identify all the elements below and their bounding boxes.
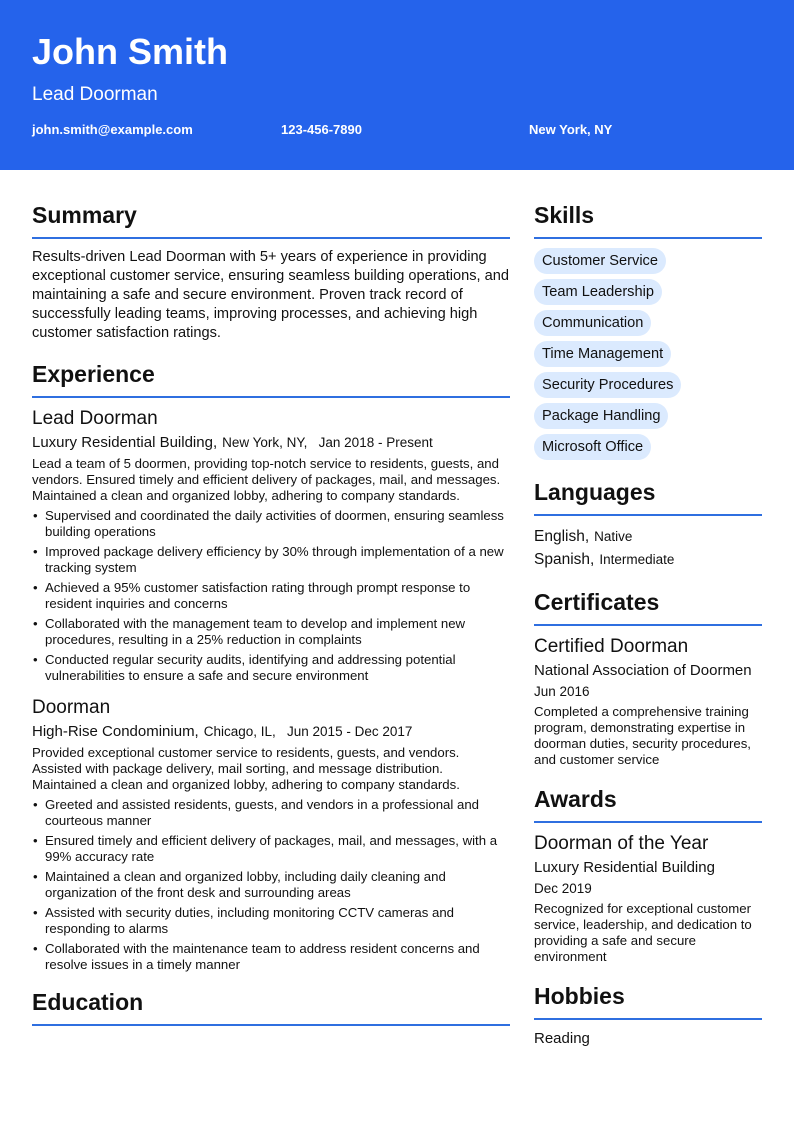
side-column [534, 200, 762, 1049]
job-location-dates: New York, NY, Jan 2018 - Present [222, 435, 433, 450]
achievement-text: Ensured timely and efficient delivery of packages, mail, and messages, with a 99% accuracy rate [45, 833, 498, 864]
languages-section [534, 477, 762, 571]
bullet-icon: • [33, 508, 38, 523]
education-section [32, 987, 510, 1026]
job-achievements [32, 797, 510, 973]
achievement-text: Greeted and assisted residents, guests, and vendors in a professional and courteous manner [45, 797, 479, 828]
certificates-section [534, 587, 762, 768]
certificates-heading: Certificates [534, 587, 762, 626]
skills-list [534, 248, 762, 465]
job-description: Provided exceptional customer service to residents, guests, and vendors. Assisted with package delivery, mail sorting, and message distribution. Maintained a clean and organized lobby, adhering to company standards. [32, 745, 460, 792]
certificate-description: Completed a comprehensive training program, demonstrating expertise in doorman duties, security procedures, and customer service [534, 704, 751, 767]
achievement-text: Collaborated with the maintenance team to address resident concerns and resolve issues in a timely manner [45, 941, 480, 972]
bullet-icon: • [33, 652, 38, 667]
candidate-name: John Smith [32, 31, 228, 72]
certificate-issuer: National Association of Doormen [534, 662, 752, 679]
achievement-item [32, 905, 510, 937]
contact-phone[interactable]: 123-456-7890 [281, 122, 362, 137]
language-level: Intermediate [599, 552, 675, 567]
bullet-icon: • [33, 941, 38, 956]
summary-section [32, 200, 510, 343]
certificate-date: Jun 2016 [534, 684, 590, 699]
job-info [32, 433, 510, 453]
bullet-icon: • [33, 580, 38, 595]
achievement-item [32, 869, 510, 901]
languages-heading: Languages [534, 477, 762, 516]
achievement-text: Improved package delivery efficiency by 30% through implementation of a new tracking system [45, 544, 504, 575]
job-entry [32, 696, 510, 973]
achievement-text: Collaborated with the management team to develop and implement new procedures, resulting in a 25% reduction in complaints [45, 616, 466, 647]
job-achievements [32, 508, 510, 684]
award-date: Dec 2019 [534, 881, 592, 896]
summary-heading: Summary [32, 200, 510, 239]
language-level: Native [594, 529, 633, 544]
education-heading: Education [32, 987, 510, 1026]
bullet-icon: • [33, 905, 38, 920]
bullet-icon: • [33, 797, 38, 812]
achievement-item [32, 508, 510, 540]
achievement-item [32, 544, 510, 576]
skills-heading: Skills [534, 200, 762, 239]
award-title: Doorman of the Year [534, 833, 709, 854]
bullet-icon: • [33, 616, 38, 631]
skill-chip: Microsoft Office [534, 434, 651, 460]
language-item [534, 548, 762, 571]
hobby-item: Reading [534, 1030, 590, 1047]
job-title: Lead Doorman [32, 408, 158, 429]
contact-location: New York, NY [529, 122, 613, 137]
job-info [32, 722, 510, 742]
job-description: Lead a team of 5 doormen, providing top-notch service to residents, guests, and vendors. Ensured timely and efficient delivery of packages, mail, and messages. Maintained a clean and organized lobby, adhering to company standards. [32, 456, 501, 503]
certificate-title: Certified Doorman [534, 636, 689, 657]
achievement-text: Assisted with security duties, including monitoring CCTV cameras and responding to alarms [45, 905, 454, 936]
achievement-text: Achieved a 95% customer satisfaction rating through prompt response to resident inquiries and concerns [45, 580, 471, 611]
main-column [32, 200, 510, 1035]
awards-heading: Awards [534, 784, 762, 823]
candidate-role: Lead Doorman [32, 84, 158, 105]
job-entry [32, 407, 510, 684]
skill-chip: Communication [534, 310, 651, 336]
job-company: High-Rise Condominium, [32, 723, 199, 740]
resume-header [0, 0, 794, 170]
awards-section [534, 784, 762, 965]
skills-section [534, 200, 762, 465]
bullet-icon: • [33, 544, 38, 559]
skill-chip: Team Leadership [534, 279, 662, 305]
experience-heading: Experience [32, 359, 510, 398]
summary-text: Results-driven Lead Doorman with 5+ years of experience in providing exceptional customer service, ensuring seamless building operations, and maintaining a safe and secure environment. Proven track record of successfully leading teams, improving processes, and achieving high customer satisfaction ratings. [32, 249, 509, 341]
experience-section [32, 359, 510, 973]
skill-chip: Security Procedures [534, 372, 681, 398]
language-item [534, 525, 762, 548]
award-description: Recognized for exceptional customer service, leadership, and dedication to providing a safe and secure environment [534, 901, 752, 964]
achievement-item [32, 580, 510, 612]
hobbies-heading: Hobbies [534, 981, 762, 1020]
achievement-item [32, 941, 510, 973]
language-name: Spanish, [534, 551, 595, 568]
achievement-text: Maintained a clean and organized lobby, including daily cleaning and organization of the front desk and surrounding areas [45, 869, 446, 900]
job-company: Luxury Residential Building, [32, 434, 218, 451]
contact-email[interactable]: john.smith@example.com [32, 122, 193, 137]
bullet-icon: • [33, 833, 38, 848]
skill-chip: Time Management [534, 341, 671, 367]
achievement-item [32, 833, 510, 865]
job-title: Doorman [32, 697, 111, 718]
language-name: English, [534, 528, 590, 545]
skill-chip: Package Handling [534, 403, 668, 429]
job-location-dates: Chicago, IL, Jun 2015 - Dec 2017 [203, 724, 413, 739]
achievement-item [32, 616, 510, 648]
achievement-item [32, 797, 510, 829]
achievement-text: Conducted regular security audits, identifying and addressing potential vulnerabilities to ensure a safe and secure environment [45, 652, 456, 683]
skill-chip: Customer Service [534, 248, 666, 274]
bullet-icon: • [33, 869, 38, 884]
achievement-item [32, 652, 510, 684]
award-issuer: Luxury Residential Building [534, 859, 715, 876]
hobbies-section [534, 981, 762, 1049]
achievement-text: Supervised and coordinated the daily activities of doormen, ensuring seamless building operations [45, 508, 504, 539]
